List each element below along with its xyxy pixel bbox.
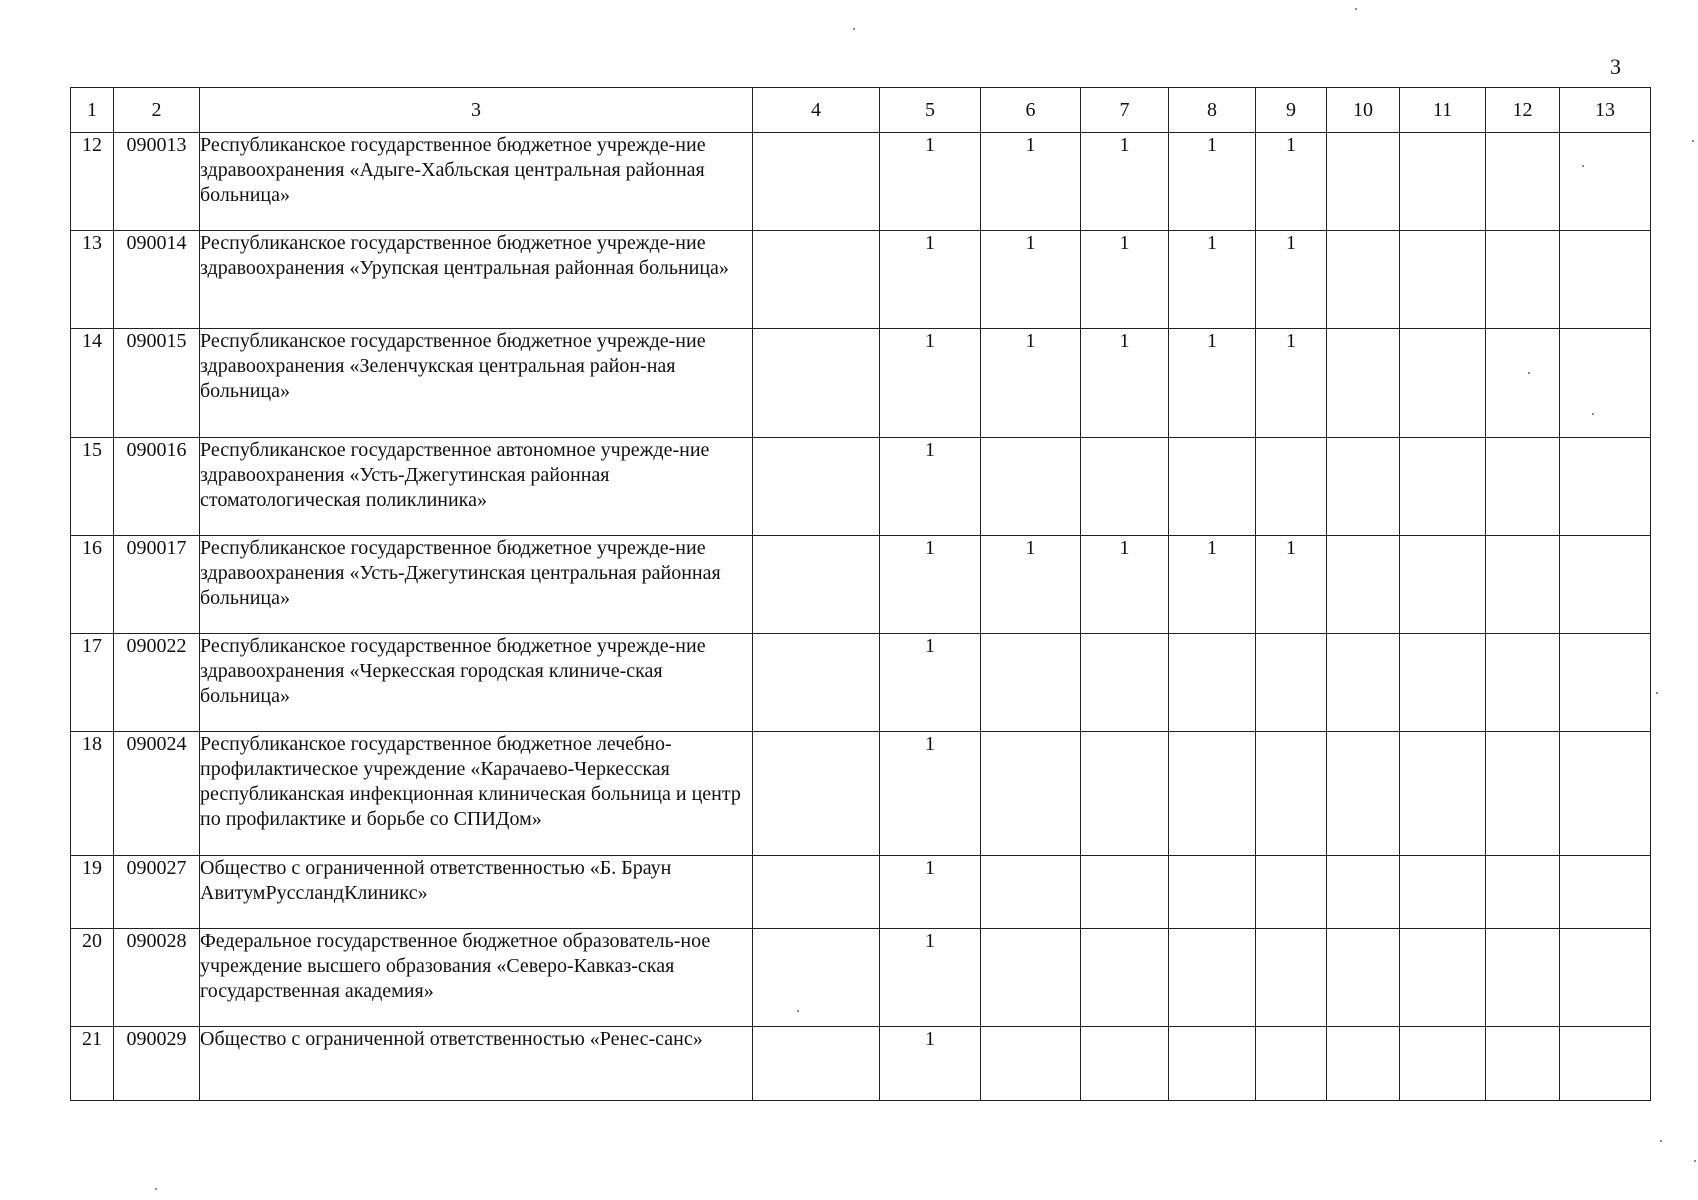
- row-number: 19: [71, 856, 114, 929]
- value-cell: 1: [1169, 329, 1256, 438]
- value-cell: [1256, 634, 1327, 732]
- value-cell: 1: [880, 329, 981, 438]
- value-cell: [1081, 856, 1169, 929]
- org-name: Республиканское государственное автономное учрежде-ние здравоохранения «Усть-Джегутинская районная стоматологическая поликлиника»: [200, 438, 753, 536]
- value-cell: 1: [1081, 133, 1169, 231]
- value-cell: [1256, 438, 1327, 536]
- value-cell: [753, 1027, 880, 1101]
- value-cell: 1: [1169, 536, 1256, 634]
- value-cell: [981, 732, 1081, 856]
- org-code: 090015: [114, 329, 200, 438]
- org-name: Республиканское государственное бюджетное учрежде-ние здравоохранения «Зеленчукская центральная район-ная больница»: [200, 329, 753, 438]
- value-cell: [981, 634, 1081, 732]
- value-cell: [1560, 1027, 1651, 1101]
- value-cell: [1400, 438, 1486, 536]
- scan-speck: [1528, 372, 1530, 374]
- scan-speck: [155, 1188, 157, 1190]
- scan-speck: [1656, 692, 1658, 694]
- value-cell: [981, 856, 1081, 929]
- value-cell: 1: [1169, 231, 1256, 329]
- scan-speck: [1692, 140, 1694, 142]
- value-cell: 1: [1081, 231, 1169, 329]
- value-cell: [1327, 856, 1400, 929]
- row-number: 17: [71, 634, 114, 732]
- org-code: 090029: [114, 1027, 200, 1101]
- org-name: Общество с ограниченной ответственностью «Ренес-санс»: [200, 1027, 753, 1101]
- table-row: [71, 1027, 1651, 1101]
- table-row: [71, 329, 1651, 438]
- column-header: 5: [880, 88, 981, 133]
- table-row: [71, 634, 1651, 732]
- value-cell: 1: [880, 634, 981, 732]
- value-cell: [1327, 929, 1400, 1027]
- row-number: 18: [71, 732, 114, 856]
- value-cell: [1169, 1027, 1256, 1101]
- value-cell: [1560, 634, 1651, 732]
- column-header: 4: [753, 88, 880, 133]
- column-header: 3: [200, 88, 753, 133]
- value-cell: 1: [880, 929, 981, 1027]
- value-cell: [1560, 732, 1651, 856]
- value-cell: [1400, 1027, 1486, 1101]
- value-cell: [1560, 856, 1651, 929]
- value-cell: [753, 133, 880, 231]
- org-code: 090022: [114, 634, 200, 732]
- org-code: 090024: [114, 732, 200, 856]
- value-cell: [1327, 634, 1400, 732]
- column-header: 9: [1256, 88, 1327, 133]
- value-cell: 1: [880, 856, 981, 929]
- column-header: 13: [1560, 88, 1651, 133]
- value-cell: [1560, 536, 1651, 634]
- value-cell: [1169, 929, 1256, 1027]
- value-cell: [1169, 856, 1256, 929]
- value-cell: [1169, 634, 1256, 732]
- value-cell: 1: [1256, 536, 1327, 634]
- value-cell: [1486, 438, 1560, 536]
- value-cell: [1400, 231, 1486, 329]
- table-row: [71, 856, 1651, 929]
- page-number: 3: [1610, 54, 1621, 79]
- org-name: Общество с ограниченной ответственностью «Б. Браун АвитумРуссландКлиникс»: [200, 856, 753, 929]
- value-cell: [753, 732, 880, 856]
- org-code: 090028: [114, 929, 200, 1027]
- value-cell: [1486, 536, 1560, 634]
- column-header: 6: [981, 88, 1081, 133]
- value-cell: [1400, 133, 1486, 231]
- value-cell: [1327, 438, 1400, 536]
- value-cell: [1560, 438, 1651, 536]
- row-number: 16: [71, 536, 114, 634]
- scan-speck: [1660, 1140, 1662, 1142]
- value-cell: [1256, 1027, 1327, 1101]
- value-cell: [753, 438, 880, 536]
- value-cell: 1: [880, 133, 981, 231]
- org-name: Республиканское государственное бюджетное учрежде-ние здравоохранения «Усть-Джегутинская центральная районная больница»: [200, 536, 753, 634]
- value-cell: [1486, 732, 1560, 856]
- value-cell: [981, 1027, 1081, 1101]
- column-header: 10: [1327, 88, 1400, 133]
- row-number: 21: [71, 1027, 114, 1101]
- row-number: 14: [71, 329, 114, 438]
- value-cell: [1400, 329, 1486, 438]
- scan-speck: [1694, 1160, 1696, 1162]
- value-cell: [1486, 856, 1560, 929]
- value-cell: 1: [1256, 231, 1327, 329]
- value-cell: [981, 438, 1081, 536]
- value-cell: [1256, 856, 1327, 929]
- org-name: Республиканское государственное бюджетное лечебно-профилактическое учреждение «Карачаево-Черкесская республиканская инфекционная клиническая больница и центр по профилактике и борьбе со СПИДом»: [200, 732, 753, 856]
- value-cell: [1486, 634, 1560, 732]
- table-row: [71, 438, 1651, 536]
- scan-speck: [1355, 8, 1357, 10]
- scan-speck: [1582, 165, 1584, 167]
- value-cell: 1: [880, 536, 981, 634]
- value-cell: [1327, 1027, 1400, 1101]
- value-cell: [1400, 634, 1486, 732]
- value-cell: [1400, 536, 1486, 634]
- table-row: [71, 231, 1651, 329]
- row-number: 12: [71, 133, 114, 231]
- value-cell: [1486, 1027, 1560, 1101]
- value-cell: [1400, 929, 1486, 1027]
- value-cell: [1400, 856, 1486, 929]
- row-number: 20: [71, 929, 114, 1027]
- row-number: 15: [71, 438, 114, 536]
- column-header: 12: [1486, 88, 1560, 133]
- value-cell: [753, 231, 880, 329]
- value-cell: 1: [1256, 133, 1327, 231]
- value-cell: [1327, 536, 1400, 634]
- value-cell: [753, 634, 880, 732]
- column-header: 1: [71, 88, 114, 133]
- value-cell: [753, 856, 880, 929]
- value-cell: 1: [880, 732, 981, 856]
- value-cell: 1: [981, 536, 1081, 634]
- value-cell: [1327, 231, 1400, 329]
- value-cell: [1256, 732, 1327, 856]
- org-code: 090016: [114, 438, 200, 536]
- org-code: 090017: [114, 536, 200, 634]
- value-cell: 1: [880, 438, 981, 536]
- value-cell: [1486, 329, 1560, 438]
- value-cell: [1081, 634, 1169, 732]
- row-number: 13: [71, 231, 114, 329]
- scan-speck: [797, 1010, 799, 1012]
- value-cell: [1486, 929, 1560, 1027]
- value-cell: [753, 929, 880, 1027]
- value-cell: [1256, 929, 1327, 1027]
- scan-speck: [853, 28, 855, 30]
- value-cell: [1486, 231, 1560, 329]
- value-cell: [1081, 732, 1169, 856]
- table-row: [71, 536, 1651, 634]
- org-code: 090013: [114, 133, 200, 231]
- org-code: 090014: [114, 231, 200, 329]
- value-cell: 1: [1169, 133, 1256, 231]
- value-cell: [1169, 438, 1256, 536]
- value-cell: [1169, 732, 1256, 856]
- value-cell: 1: [981, 133, 1081, 231]
- table-body: [71, 133, 1651, 1101]
- org-name: Республиканское государственное бюджетное учрежде-ние здравоохранения «Черкесская городская клиниче-ская больница»: [200, 634, 753, 732]
- value-cell: [753, 536, 880, 634]
- value-cell: 1: [1081, 536, 1169, 634]
- value-cell: [1327, 329, 1400, 438]
- value-cell: [1400, 732, 1486, 856]
- organizations-table: [70, 87, 1651, 1101]
- value-cell: [981, 929, 1081, 1027]
- value-cell: [1081, 929, 1169, 1027]
- column-header: 8: [1169, 88, 1256, 133]
- value-cell: 1: [981, 329, 1081, 438]
- header-row: [71, 88, 1651, 133]
- table-row: [71, 732, 1651, 856]
- value-cell: 1: [880, 231, 981, 329]
- table-row: [71, 929, 1651, 1027]
- value-cell: [1081, 438, 1169, 536]
- column-header: 11: [1400, 88, 1486, 133]
- scan-speck: [1592, 413, 1594, 415]
- column-header: 2: [114, 88, 200, 133]
- value-cell: [753, 329, 880, 438]
- table-row: [71, 133, 1651, 231]
- org-name: Республиканское государственное бюджетное учрежде-ние здравоохранения «Урупская центральная районная больница»: [200, 231, 753, 329]
- org-name: Республиканское государственное бюджетное учрежде-ние здравоохранения «Адыге-Хабльская центральная районная больница»: [200, 133, 753, 231]
- value-cell: [1560, 329, 1651, 438]
- value-cell: [1081, 1027, 1169, 1101]
- org-code: 090027: [114, 856, 200, 929]
- value-cell: [1560, 133, 1651, 231]
- value-cell: [1560, 231, 1651, 329]
- org-name: Федеральное государственное бюджетное образователь-ное учреждение высшего образования «Северо-Кавказ-ская государственная академия»: [200, 929, 753, 1027]
- value-cell: [1327, 732, 1400, 856]
- value-cell: [1327, 133, 1400, 231]
- value-cell: 1: [981, 231, 1081, 329]
- column-header: 7: [1081, 88, 1169, 133]
- value-cell: [1560, 929, 1651, 1027]
- value-cell: 1: [1081, 329, 1169, 438]
- value-cell: 1: [880, 1027, 981, 1101]
- table-header: [71, 88, 1651, 133]
- value-cell: 1: [1256, 329, 1327, 438]
- value-cell: [1486, 133, 1560, 231]
